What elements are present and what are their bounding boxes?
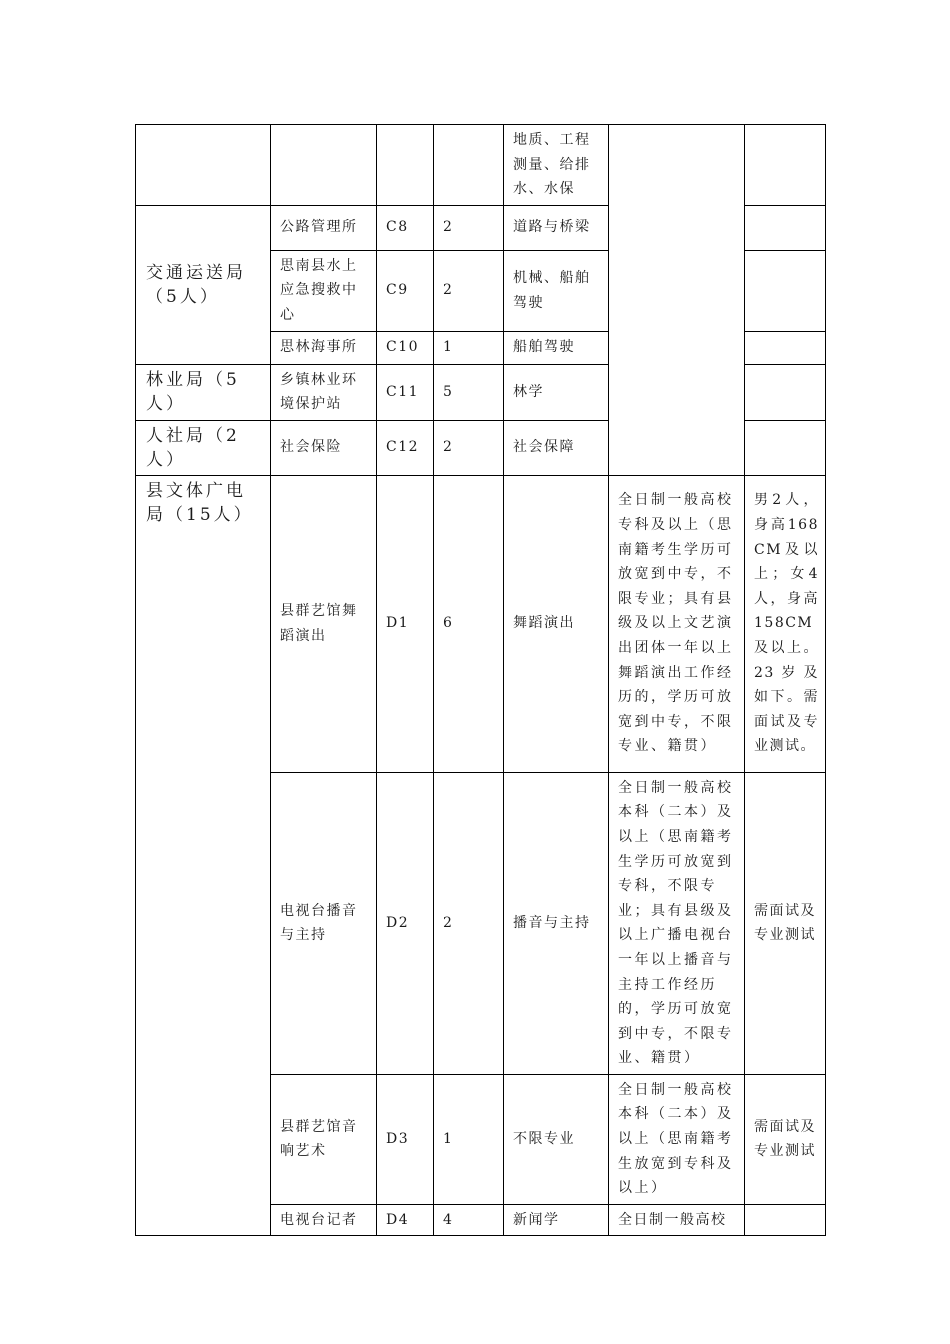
count-cell: 6	[434, 475, 504, 772]
major-cell: 地质、工程测量、给排水、水保	[504, 125, 609, 206]
count-cell: 1	[434, 331, 504, 364]
requirement-cell: 全日制一般高校本科（二本）及以上（思南籍考生学历可放宽到专科，不限专业；具有县级及以上广播电视台一年以上播音与主持工作经历的，学历可放宽到中专，不限专业、籍贯）	[609, 772, 745, 1074]
unit-cell: 社会保险	[271, 420, 377, 475]
count-cell: 2	[434, 250, 504, 331]
unit-cell: 思林海事所	[271, 331, 377, 364]
department-cell: 交通运送局（5人）	[136, 205, 271, 364]
count-cell: 4	[434, 1204, 504, 1236]
note-cell	[745, 420, 826, 475]
note-cell: 男2人，身高168CM及以上；女4人，身高158CM及以上。23岁及如下。需面试及专业测试。	[745, 475, 826, 772]
code-cell: D2	[377, 772, 434, 1074]
unit-cell: 电视台播音与主持	[271, 772, 377, 1074]
unit-cell: 电视台记者	[271, 1204, 377, 1236]
table-row	[136, 475, 826, 772]
count-cell: 1	[434, 1074, 504, 1204]
note-cell	[745, 125, 826, 206]
major-cell: 舞蹈演出	[504, 475, 609, 772]
count-cell: 2	[434, 205, 504, 250]
unit-cell: 县群艺馆音响艺术	[271, 1074, 377, 1204]
major-cell: 社会保障	[504, 420, 609, 475]
note-cell	[745, 250, 826, 331]
note-cell: 需面试及专业测试	[745, 772, 826, 1074]
unit-cell: 县群艺馆舞蹈演出	[271, 475, 377, 772]
code-cell: C9	[377, 250, 434, 331]
code-cell: C12	[377, 420, 434, 475]
note-cell	[745, 205, 826, 250]
requirement-cell: 全日制一般高校	[609, 1204, 745, 1236]
major-cell: 播音与主持	[504, 772, 609, 1074]
job-table	[135, 124, 826, 1236]
major-cell: 机械、船舶驾驶	[504, 250, 609, 331]
department-cell: 林业局（5人）	[136, 364, 271, 420]
code-cell: D3	[377, 1074, 434, 1204]
code-cell: C8	[377, 205, 434, 250]
note-cell	[745, 331, 826, 364]
count-cell: 2	[434, 420, 504, 475]
major-cell: 船舶驾驶	[504, 331, 609, 364]
major-cell: 新闻学	[504, 1204, 609, 1236]
unit-cell: 思南县水上应急搜救中心	[271, 250, 377, 331]
code-cell	[377, 125, 434, 206]
note-cell	[745, 364, 826, 420]
major-cell: 林学	[504, 364, 609, 420]
code-cell: D4	[377, 1204, 434, 1236]
note-cell	[745, 1204, 826, 1236]
code-cell: D1	[377, 475, 434, 772]
unit-cell	[271, 125, 377, 206]
unit-cell: 乡镇林业环境保护站	[271, 364, 377, 420]
job-table-page	[135, 124, 825, 1228]
note-cell: 需面试及专业测试	[745, 1074, 826, 1204]
major-cell: 不限专业	[504, 1074, 609, 1204]
requirement-cell	[609, 125, 745, 476]
department-cell	[136, 125, 271, 206]
unit-cell: 公路管理所	[271, 205, 377, 250]
count-cell: 5	[434, 364, 504, 420]
code-cell: C10	[377, 331, 434, 364]
requirement-cell: 全日制一般高校本科（二本）及以上（思南籍考生放宽到专科及以上）	[609, 1074, 745, 1204]
major-cell: 道路与桥梁	[504, 205, 609, 250]
code-cell: C11	[377, 364, 434, 420]
count-cell: 2	[434, 772, 504, 1074]
department-cell: 人社局（2人）	[136, 420, 271, 475]
department-cell: 县文体广电局（15人）	[136, 475, 271, 1236]
count-cell	[434, 125, 504, 206]
requirement-cell: 全日制一般高校专科及以上（思南籍考生学历可放宽到中专，不限专业；具有县级及以上文艺演出团体一年以上舞蹈演出工作经历的，学历可放宽到中专，不限专业、籍贯）	[609, 475, 745, 772]
table-row	[136, 125, 826, 206]
